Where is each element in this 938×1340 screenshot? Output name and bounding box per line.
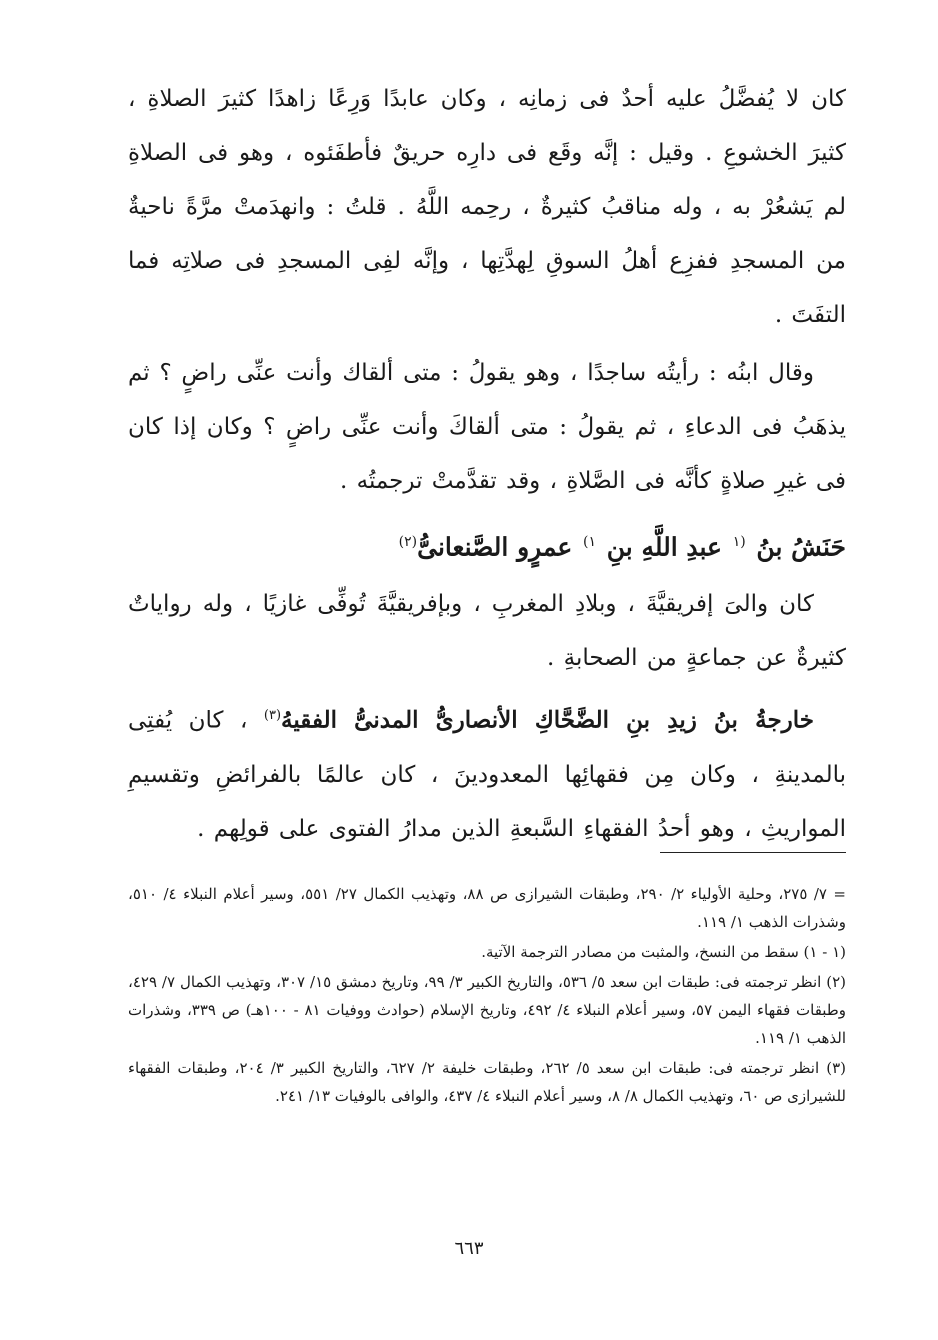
paragraph-1: كان لا يُفضَّلُ عليه أحدٌ فى زمانِه ، وكان عابدًا وَرِعًا زاهدًا كثيرَ الصلاةِ ، كثيرَ الخشوعِ . وقيل : إنَّه وقَع فى دارِه حريقٌ فأطفَئوه ، وهو فى الصلاةِ لم يَشعُرْ به ، وله مناقبُ كثيرةٌ ، رحِمه اللَّهُ . قلتُ : وانهدَمتْ مرَّةً ناحيةٌ من المسجدِ ففزِع أهلُ السوقِ لِهدَّتِها ، وإنَّه لفِى المسجدِ فى صلاتِه فما التفَتَ . — [128, 86, 846, 328]
heading-fn-close: ١) — [583, 534, 597, 550]
footnote-continued: = ٧/ ٢٧٥، وحلية الأولياء ٢/ ٢٩٠، وطبقات الشيرازى ص ٨٨، وتهذيب الكمال ٢٧/ ٥٥١، وسير أعلام النبلاء ٤/ ٥١٠، وشذرات الذهب ١/ ١١٩. — [128, 885, 847, 931]
footnote-2: (٢) انظر ترجمته فى: طبقات ابن سعد ٥/ ٥٣٦، والتاريخ الكبير ٣/ ٩٩، وتاريخ دمشق ١٥/ ٣٠٧، وتهذيب الكمال ٧/ ٤٢٩، وطبقات فقهاء اليمن ٥٧، وسير أعلام النبلاء ٤/ ٤٩٢، وتاريخ الإسلام (حوادث ووفيات ٨١ - ١٠٠هـ) ص ٣٣٩، وشذرات الذهب ١/ ١١٩. — [128, 973, 847, 1047]
footnotes — [128, 880, 846, 1112]
paragraph-3: كان والىَ إفريقيَّةَ ، وبلادِ المغربِ ، وبإفريقيَّةَ تُوفِّى غازيًا ، وله رواياتٌ كثيرةٌ عن جماعةٍ من الصحابةِ . — [128, 591, 846, 672]
heading-text-part3: عمرٍو الصَّنعانىُّ — [417, 532, 573, 562]
paragraph-4 — [128, 689, 846, 856]
biography-heading-hanash — [128, 512, 846, 577]
footnote-marker-2: (٢) — [398, 534, 418, 550]
heading-text-part1: حَنَشُ بنُ — [756, 532, 846, 562]
footnote-marker-3: (٣) — [263, 708, 282, 724]
footnote-1: (١ - ١) سقط من النسخ، والمثبت من مصادر الترجمة الآتية. — [481, 943, 846, 961]
heading-fn-open: (١ — [732, 534, 746, 550]
biography-heading-kharija: خارجةُ بنُ زيدِ بنِ الضَّحَّاكِ الأنصارىُّ المدنىُّ الفقيهُ — [281, 706, 814, 734]
footnote-separator — [660, 852, 846, 853]
heading-text-part2: عبدِ اللَّهِ بنِ — [606, 532, 722, 562]
paragraph-2: وقال ابنُه : رأيتُه ساجدًا ، وهو يقولُ : متى ألقاك وأنت عنِّى راضٍ ؟ ثم يذهَبُ فى الدعاءِ ، ثم يقولُ : متى ألقاكَ وأنت عنِّى راضٍ ؟ وكان إذا كان فى غيرِ صلاةٍ كأنَّه فى الصَّلاةِ ، وقد تقدَّمتْ ترجمتُه . — [128, 360, 846, 494]
main-text — [128, 72, 846, 856]
paragraph-4-text: ، كان يُفتِى بالمدينةِ ، وكان مِن فقهائِها المعدودينَ ، كان عالمًا بالفرائضِ وتقسيمِ المواريثِ ، وهو أحدُ الفقهاءِ السَّبعةِ الذين مدارُ الفتوى على قولِهم . — [128, 707, 846, 842]
footnote-3: (٣) انظر ترجمته فى: طبقات ابن سعد ٥/ ٢٦٢، وطبقات خليفة ٢/ ٦٢٧، والتاريخ الكبير ٣/ ٢٠٤، وطبقات الفقهاء للشيرازى ص ٦٠، وتهذيب الكمال ٨/ ٨، وسير أعلام النبلاء ٤/ ٤٣٧، والوافى بالوفيات ١٣/ ٢٤١. — [128, 1059, 847, 1105]
page-number: ٦٦٣ — [454, 1238, 484, 1259]
